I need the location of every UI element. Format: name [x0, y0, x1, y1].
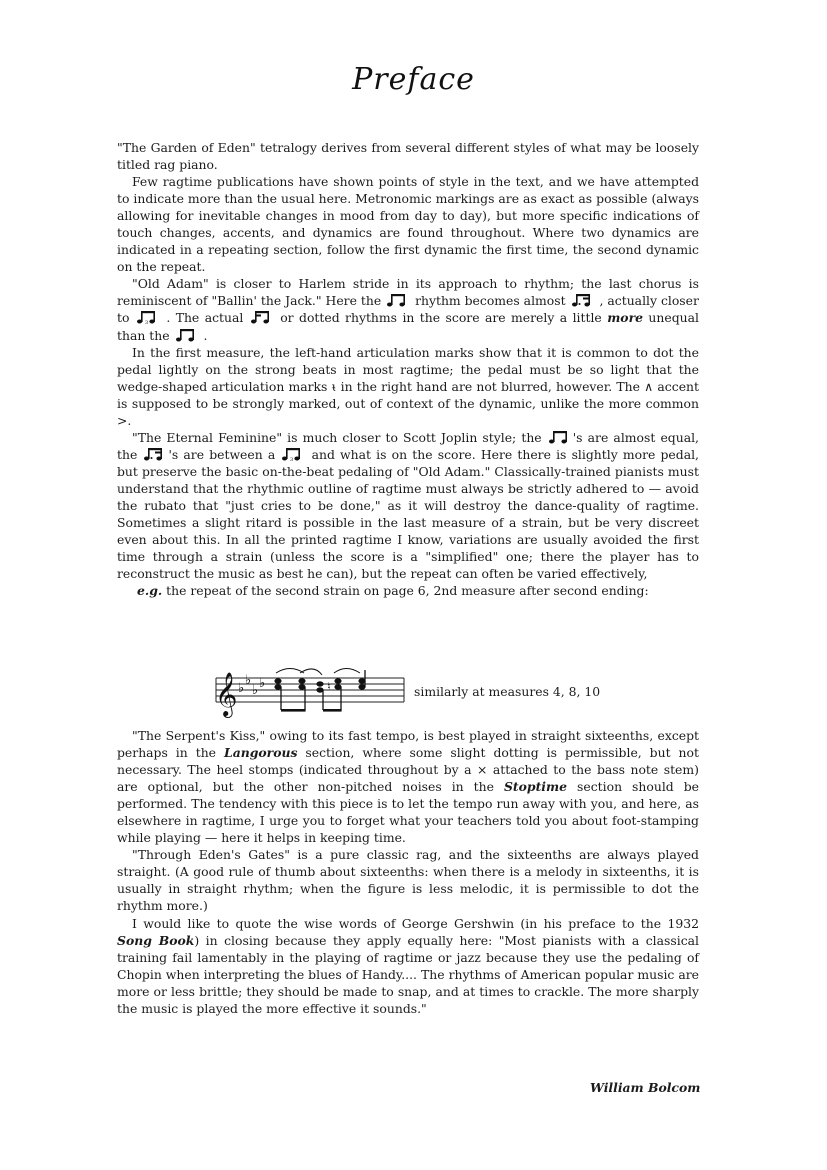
svg-text:3: 3: [290, 456, 294, 461]
old-adam-text-g: .: [203, 327, 208, 343]
key-signature-flats: [238, 673, 265, 698]
author-signature: William Bolcom: [590, 1080, 701, 1095]
gershwin-text-a: I would like to quote the wise words of George Gershwin (in his preface to the 1932: [132, 915, 699, 931]
marcato-accent-icon: ∧: [644, 378, 654, 394]
dotted-rhythm-note-icon: [144, 447, 166, 461]
beams: [281, 709, 342, 712]
two-eighths-note-icon: [549, 430, 571, 444]
preface-text-upper: [117, 139, 699, 599]
dotted-eighth-sixteenth-note-icon: [572, 293, 594, 307]
music-example: [212, 660, 672, 722]
two-eighths-note-icon: [387, 293, 409, 307]
note-heads: [274, 678, 365, 692]
svg-text:♭: ♭: [245, 673, 252, 688]
music-example-caption: similarly at measures 4, 8, 10: [414, 684, 601, 699]
paragraph-gershwin-quote: [117, 915, 699, 1017]
page-title: Preface: [352, 62, 475, 97]
first-measure-text-a: In the first measure, the left-hand articulation marks show that it is common to dot the pedal lightly on the strong beats in most ragtime; the pedal must be so light that the wedge-shaped articulation marks: [117, 344, 699, 394]
ties: [276, 669, 360, 676]
more-emphasis: more: [607, 310, 643, 326]
paragraph-eternal-feminine: [117, 429, 699, 582]
old-adam-text-e: or dotted rhythms in the score are merely a little: [280, 310, 602, 326]
wedge-mark-icon: ᵼ: [331, 378, 337, 394]
first-measure-text-d: .: [127, 412, 132, 428]
svg-text:♭: ♭: [252, 683, 259, 698]
old-adam-text-c: , actually closer to: [117, 293, 699, 326]
accent-mark-icon: >: [117, 412, 128, 428]
svg-text:♭: ♭: [259, 676, 266, 691]
first-measure-text-b: in the right hand are not blurred, however. The: [340, 378, 640, 394]
triplet-eighths-note-icon: [282, 447, 304, 461]
serpents-kiss-text-c: attached to the bass note stem) are optional, but the other non-pitched noises in the: [117, 762, 699, 795]
paragraph-old-adam: [117, 275, 699, 343]
paragraph-garden-of-eden: "The Garden of Eden" tetralogy derives from several different styles of what may be loosely titled rag piano.: [117, 140, 699, 173]
serpents-kiss-text-d: section should be performed. The tendency with this piece is to let the tempo run away with you, and here, as elsewhere in ragtime, I urge you to forget what your teachers told you about foot-stamping while playing — here it helps in keeping time.: [117, 779, 699, 846]
two-eighths-note-icon: [176, 328, 198, 342]
old-adam-text-b: rhythm becomes almost: [415, 293, 566, 309]
preface-text-lower: [117, 727, 699, 1017]
svg-text:♭: ♭: [238, 681, 245, 696]
triplet-eighths-note-icon: [137, 310, 159, 324]
natural-sign-icon: ♮: [327, 680, 331, 693]
dotted-rhythm-note-icon: [251, 310, 273, 324]
paragraph-first-measure: [117, 344, 699, 429]
music-staff-excerpt: [212, 660, 412, 722]
paragraph-serpents-kiss: [117, 727, 699, 846]
heel-stomp-mark-icon: ×: [477, 762, 488, 778]
serpents-kiss-text-a: "The Serpent's Kiss," owing to its fast tempo, is best played in straight sixteenths, except perhaps in the: [117, 728, 699, 761]
eternal-feminine-text-c: 's are between a: [168, 446, 276, 462]
serpents-kiss-text-b: section, where some slight dotting is permissible, but not necessary. The heel stomps (indicated throughout by a: [117, 745, 699, 778]
old-adam-text-d: . The actual: [166, 310, 244, 326]
example-intro: [137, 582, 699, 599]
paragraph-publications: Few ragtime publications have shown points of style in the text, and we have attempted to indicate more than the usual here. Metronomic markings are as exact as possible (always allowing for inevitable changes in mood from day to day), but more specific indications of touch changes, accents, and dynamics are found throughout. Where two dynamics are indicated in a repeating section, follow the first dynamic the first time, the second dynamic on the repeat.: [117, 174, 699, 275]
eg-abbreviation: e.g.: [137, 583, 163, 599]
svg-text:3: 3: [144, 320, 149, 325]
old-adam-text-f: unequal than the: [117, 310, 699, 343]
eternal-feminine-text-a: "The Eternal Feminine" is much closer to Scott Joplin style; the: [132, 429, 542, 445]
treble-clef-icon: 𝄞: [215, 672, 238, 716]
eternal-feminine-text-d: and what is on the score. Here there is slightly more pedal, but preserve the basic on-the-beat pedaling of "Old Adam." Classically-trained pianists must understand that the rhythmic outline of ragtime must always be strictly adhered to — avoid the rubato that "just cries to be done," as it will destroy the dance-quality of ragtime. Sometimes a slight ritard is possible in the last measure of a strain, but be very discreet even about this. In all the printed ragtime I know, variations are usually avoided the first time through a strain (unless the score is a "simplified" one; there the player has to reconstruct the music as best he can), but the repeat can often be varied effectively,: [117, 446, 699, 582]
langorous-term: Langorous: [223, 745, 298, 761]
example-intro-text: the repeat of the second strain on page 6, 2nd measure after second ending:: [166, 583, 649, 599]
old-adam-text-a: "Old Adam" is closer to Harlem stride in its approach to rhythm; the last chorus is reminiscent of "Ballin' the Jack." Here the: [117, 276, 699, 309]
gershwin-text-b: ) in closing because they apply equally here: "Most pianists with a classical training fail lamentably in the playing of ragtime or jazz because they use the pedaling of Chopin when interpreting the blues of Handy.... The rhythms of American popular music are more or less brittle; they should be made to snap, and at times to crackle. The more sharply the music is played the more effective it sounds.": [117, 932, 699, 1016]
first-measure-text-c: accent is supposed to be strongly marked, out of context of the dynamic, unlike the more common: [117, 378, 699, 411]
stoptime-term: Stoptime: [503, 779, 568, 795]
paragraph-edens-gates: "Through Eden's Gates" is a pure classic rag, and the sixteenths are always played straight. (A good rule of thumb about sixteenths: when there is a melody in sixteenths, it is usually in straight rhythm; when the figure is less melodic, it is permissible to dot the rhythm more.): [117, 847, 699, 914]
eternal-feminine-text-b: 's are almost equal, the: [117, 429, 699, 462]
song-book-title: Song Book: [117, 932, 195, 948]
